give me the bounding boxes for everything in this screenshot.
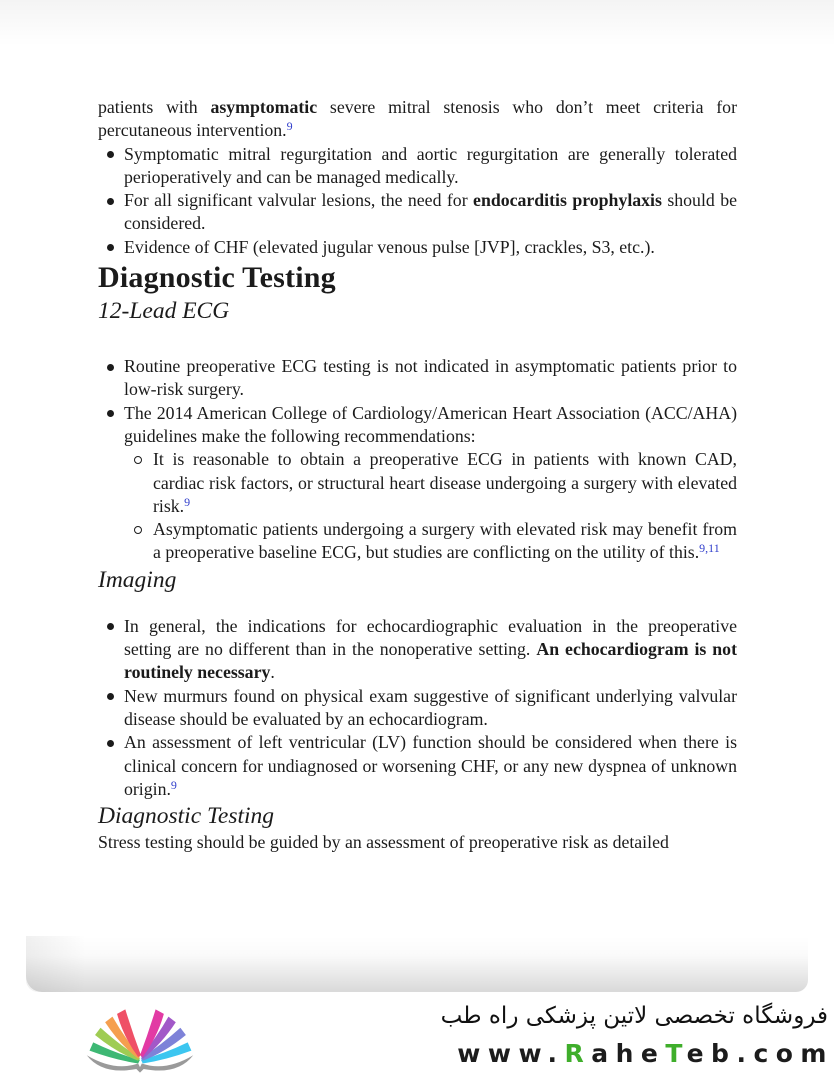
filled-bullet-marker	[107, 623, 114, 630]
bold-text: endocarditis prophylaxis	[473, 190, 662, 211]
list-item	[124, 518, 737, 565]
list-item	[124, 448, 737, 518]
bullet-list	[98, 355, 737, 565]
subsection-heading: Imaging	[98, 566, 177, 593]
text-run: should be considered.	[124, 190, 737, 234]
text-run: www.	[457, 1039, 565, 1068]
text-run: severe mitral stenosis who don’t meet criteria for percutaneous intervention.	[98, 97, 737, 141]
watermark-footer	[0, 992, 834, 1080]
text-run: It is reasonable to obtain a preoperative ECG in patients with known CAD, cardiac risk factors, or structural heart disease undergoing a surgery with elevated risk.	[153, 449, 737, 516]
list-item-text	[153, 448, 737, 518]
list-item	[98, 236, 737, 259]
subsection-heading: 12-Lead ECG	[98, 298, 230, 325]
text-run: .	[270, 662, 275, 683]
filled-bullet-marker	[107, 410, 114, 417]
page-bottom-shadow	[26, 936, 808, 992]
bold-text: asymptomatic	[210, 97, 318, 117]
list-block	[98, 355, 737, 565]
list-item	[98, 731, 737, 801]
text-run: Symptomatic mitral regurgitation and aortic regurgitation are generally tolerated perioperatively and can be managed medically.	[124, 143, 737, 187]
text-run: eb.com	[686, 1039, 834, 1068]
list-item	[98, 685, 737, 732]
text-run: T	[665, 1039, 687, 1068]
list-item-text	[124, 236, 737, 259]
footnote-ref[interactable]: 9	[184, 494, 191, 509]
bullet-list	[98, 615, 737, 801]
list-item-text	[124, 685, 737, 732]
filled-bullet-marker	[107, 244, 114, 251]
list-item-text	[124, 615, 737, 685]
text-run: An assessment of left ventricular (LV) function should be considered when there is clinical concern for undiagnosed or worsening CHF, or any new dyspnea of unknown origin.	[124, 732, 737, 799]
list-block	[98, 143, 737, 259]
text-run: R	[564, 1039, 592, 1068]
section-heading: Diagnostic Testing	[98, 261, 336, 295]
text-run: For all significant valvular lesions, the need for	[124, 190, 474, 211]
text-run: patients with	[98, 97, 211, 117]
footnote-ref[interactable]: 9,11	[699, 541, 720, 556]
text-run: Evidence of CHF (elevated jugular venous pulse [JVP], crackles, S3, etc.).	[124, 236, 655, 257]
list-item-text	[124, 355, 737, 402]
book-logo-icon	[66, 1002, 214, 1080]
list-item	[98, 143, 737, 190]
footnote-ref[interactable]: 9	[286, 119, 293, 134]
footnote-ref[interactable]: 9	[170, 777, 177, 792]
filled-bullet-marker	[107, 364, 114, 371]
bullet-list	[98, 143, 737, 259]
list-item-text	[124, 731, 737, 801]
text-run: ahe	[591, 1039, 666, 1068]
paragraph	[98, 96, 737, 143]
list-item-text	[153, 518, 737, 565]
text-run: The 2014 American College of Cardiology/American Heart Association (ACC/AHA) guidelines make the following recommendations:	[124, 402, 737, 446]
hollow-bullet-marker	[134, 456, 142, 464]
text-run: In general, the indications for echocardiographic evaluation in the preoperative setting are no different than in the nonoperative setting.	[124, 615, 737, 660]
hollow-bullet-marker	[134, 526, 142, 534]
bullet-list	[124, 448, 737, 564]
text-run: Routine preoperative ECG testing is not indicated in asymptomatic patients prior to low-risk surgery.	[124, 356, 737, 400]
list-item-text	[124, 402, 737, 449]
paragraph	[98, 831, 737, 854]
store-name-persian: فروشگاه تخصصی لاتین پزشکی راه طب	[440, 1003, 828, 1029]
list-block	[98, 615, 737, 801]
list-item	[98, 355, 737, 402]
filled-bullet-marker	[107, 198, 114, 205]
list-item	[98, 615, 737, 685]
list-item	[98, 402, 737, 565]
document-content	[98, 96, 737, 854]
bold-text: An echocardiogram is not routinely necessary	[124, 639, 737, 683]
page-top-shadow	[0, 0, 834, 46]
subsection-heading: Diagnostic Testing	[98, 803, 275, 830]
list-item-text	[124, 143, 737, 190]
text-run: New murmurs found on physical exam suggestive of significant underlying valvular disease should be evaluated by an echocardiogram.	[124, 685, 737, 729]
filled-bullet-marker	[107, 151, 114, 158]
text-run: Stress testing should be guided by an assessment of preoperative risk as detailed	[98, 832, 669, 853]
website-url	[457, 1039, 834, 1068]
list-item-text	[124, 189, 737, 236]
page-curl-shadow	[26, 936, 86, 992]
filled-bullet-marker	[107, 693, 114, 700]
filled-bullet-marker	[107, 740, 114, 747]
text-run: Asymptomatic patients undergoing a surgery with elevated risk may benefit from a preoperative baseline ECG, but studies are conflicting on the utility of this.	[153, 519, 737, 563]
list-item	[98, 189, 737, 236]
